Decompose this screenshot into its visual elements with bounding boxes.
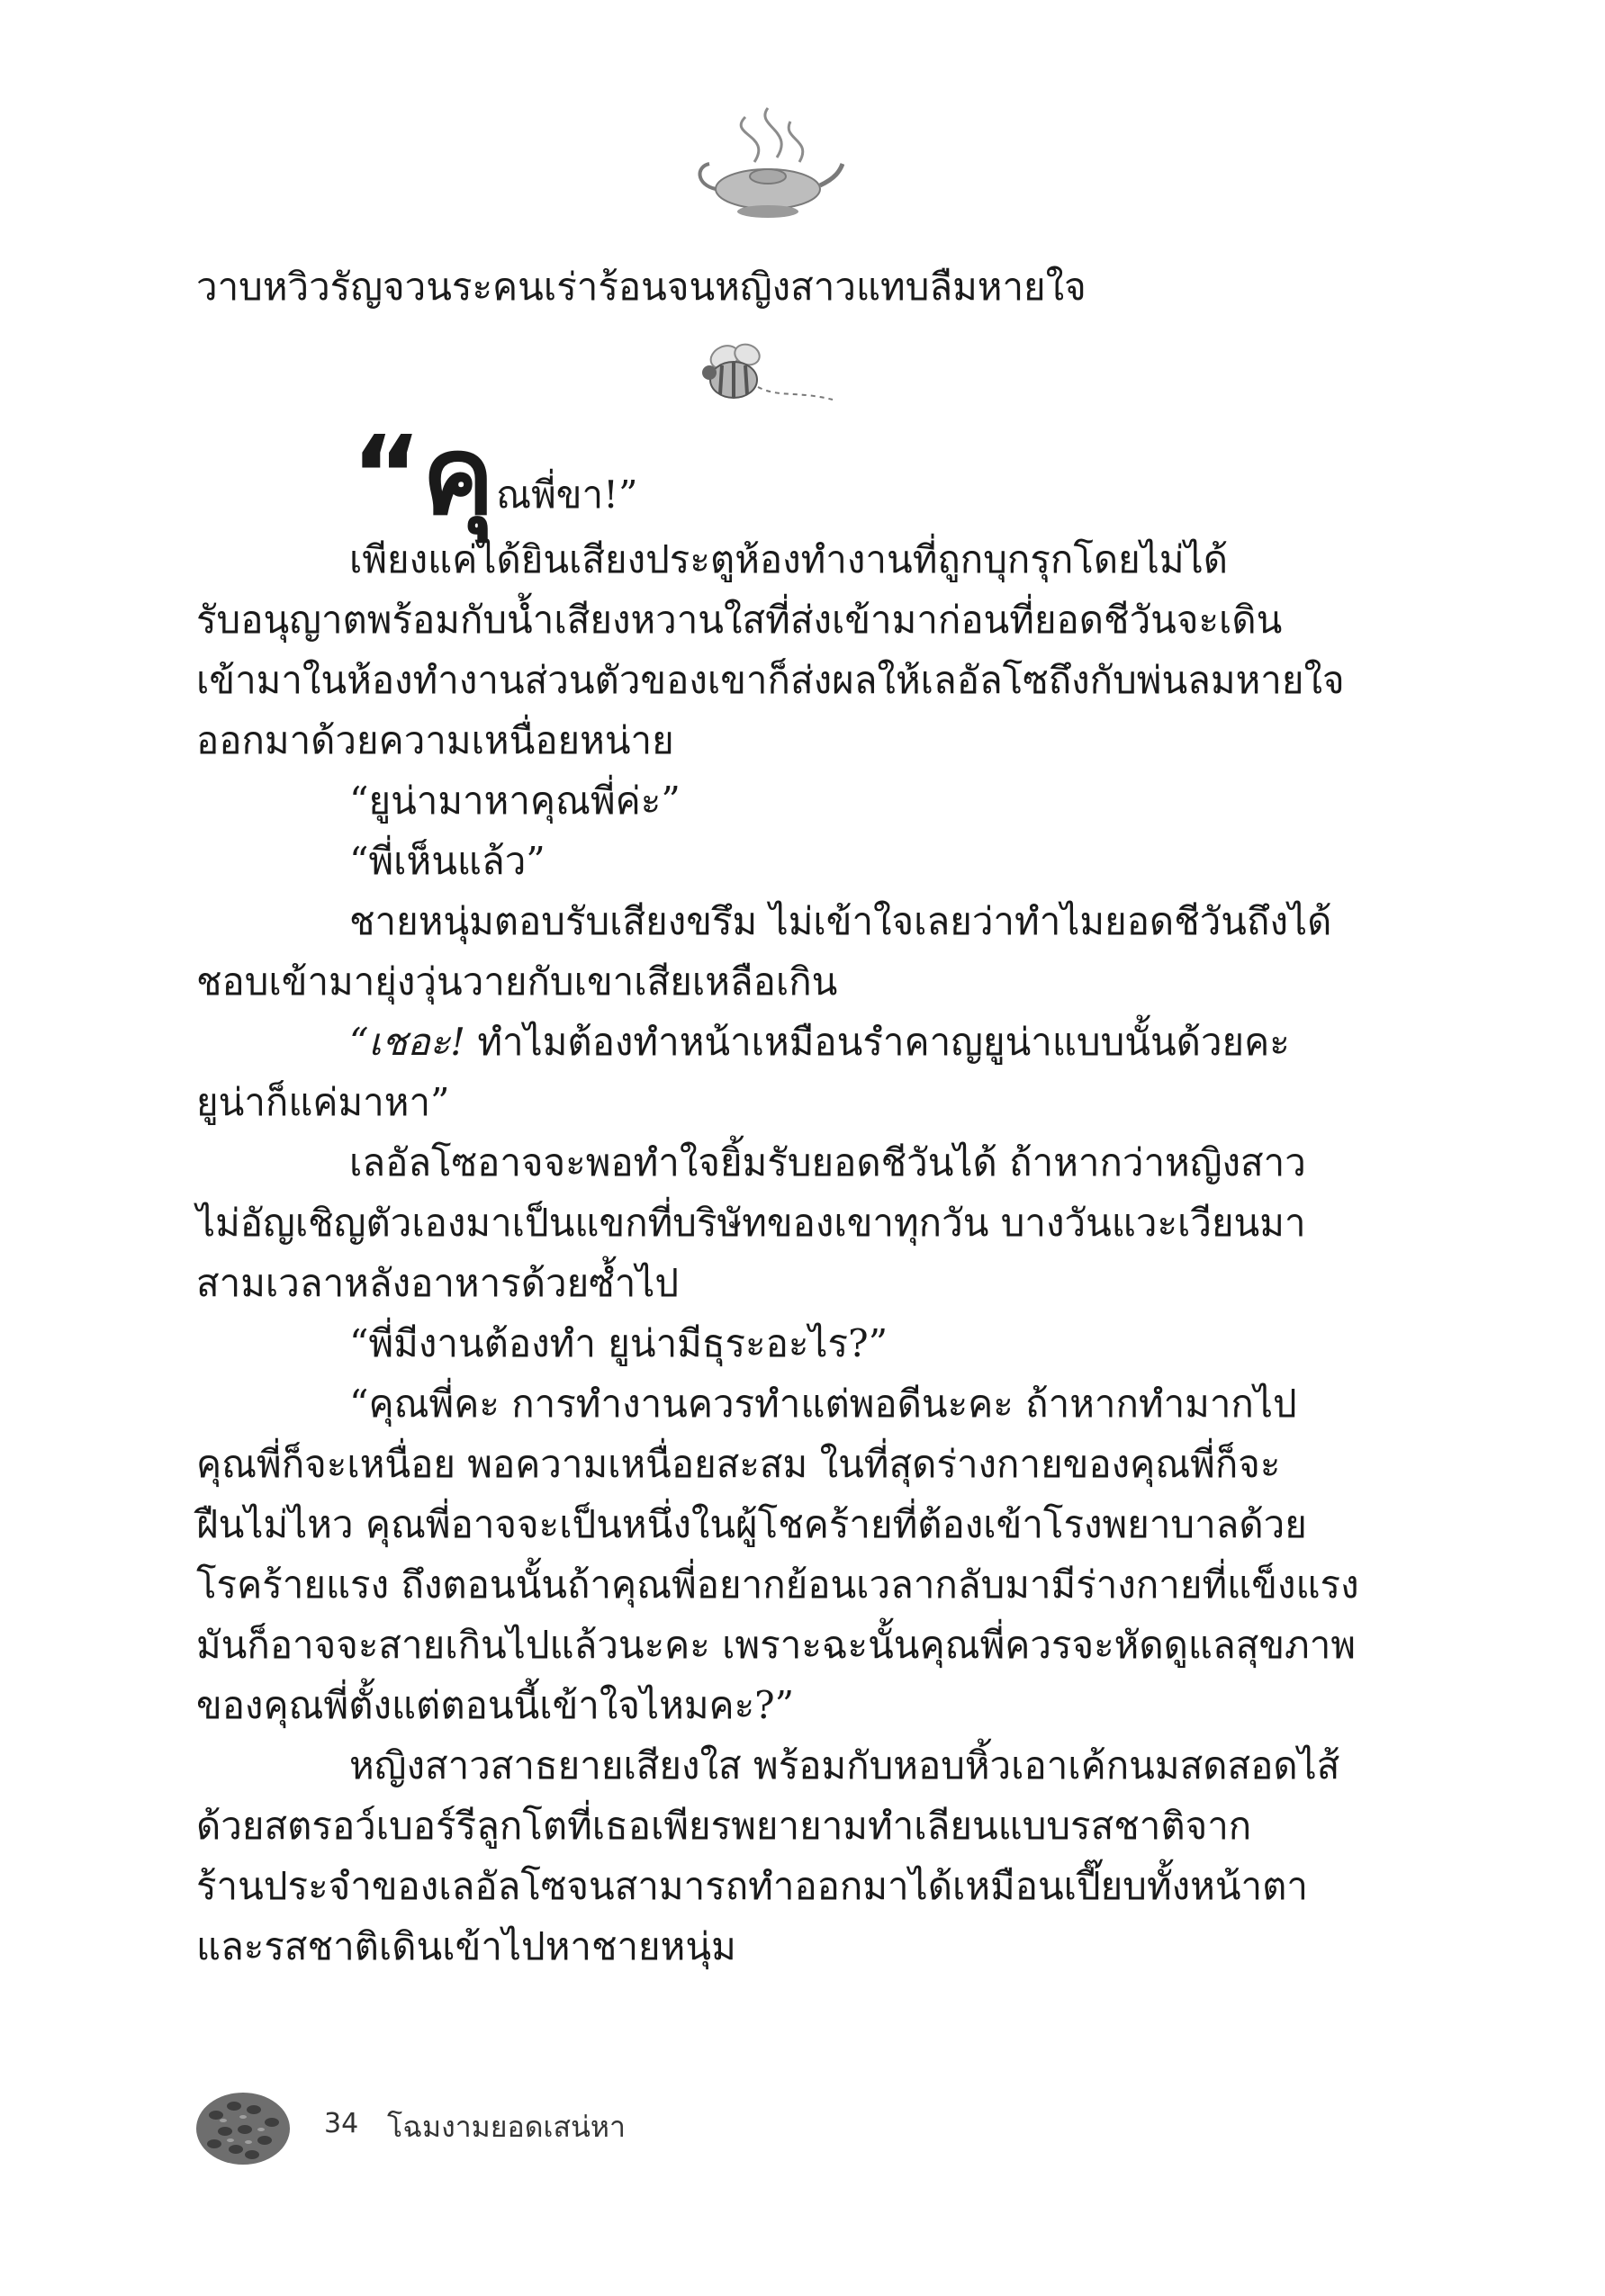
dialogue-line: “พี่มีงานต้องทำ ยูน่ามีธุระอะไร?” (349, 1321, 888, 1365)
dialogue-line: “พี่เห็นแล้ว” (349, 839, 546, 883)
text-line: ชอบเข้ามายุ่งวุ่นวายกับเขาเสียเหลือเกิน (196, 959, 838, 1004)
text-line: เข้ามาในห้องทำงานส่วนตัวของเขาก็ส่งผลให้เลอัลโซถึงกับพ่นลมหายใจ (196, 658, 1345, 702)
book-title: โฉมงามยอดเสน่หา (387, 2110, 626, 2144)
dialogue-line (196, 1012, 1429, 1072)
dialogue-line: ของคุณพี่ตั้งแต่ตอนนี้เข้าใจไหมคะ?” (196, 1683, 795, 1727)
dialogue-line: คุณพี่ก็จะเหนื่อย พอความเหนื่อยสะสม ในที่สุดร่างกายของคุณพี่ก็จะ (196, 1442, 1281, 1486)
body-text (196, 529, 1429, 1976)
text-line: ออกมาด้วยความเหนื่อยหน่าย (196, 718, 674, 762)
dropcap-heading (351, 414, 638, 539)
page-number: 34 (324, 2108, 359, 2139)
text-line: ชายหนุ่มตอบรับเสียงขรึม ไม่เข้าใจเลยว่าทำไมยอดชีวันถึงได้ (349, 899, 1332, 943)
dialogue-line: “คุณพี่คะ การทำงานควรทำแต่พอดีนะคะ ถ้าหากทำมากไป (349, 1382, 1297, 1426)
text-fragment: ทำไมต้องทำหน้าเหมือนรำคาญยูน่าแบบนั้นด้วยคะ (465, 1020, 1290, 1064)
dialogue-line: ฝืนไม่ไหว คุณพี่อาจจะเป็นหนึ่งในผู้โชคร้ายที่ต้องเข้าโรงพยาบาลด้วย (196, 1502, 1307, 1546)
page-footer (189, 2079, 909, 2187)
dialogue-line: “ยูน่ามาหาคุณพี่ค่ะ” (349, 779, 681, 823)
opening-line: วาบหวิวรัญจวนระคนเร่าร้อนจนหญิงสาวแทบลืมหายใจ (196, 265, 1087, 309)
dialogue-line: โรคร้ายแรง ถึงตอนนั้นถ้าคุณพี่อยากย้อนเวลากลับมามีร่างกายที่แข็งแรง (196, 1562, 1359, 1607)
dialogue-line: มันก็อาจจะสายเกินไปแล้วนะคะ เพราะฉะนั้นคุณพี่ควรจะหัดดูแลสุขภาพ (196, 1623, 1357, 1667)
text-line: รับอนุญาตพร้อมกับน้ำเสียงหวานใสที่ส่งเข้ามาก่อนที่ยอดชีวันจะเดิน (196, 598, 1283, 642)
text-line: ด้วยสตรอว์เบอร์รีลูกโตที่เธอเพียรพยายามทำเลียนแบบรสชาติจาก (196, 1804, 1252, 1848)
text-line: ไม่อัญเชิญตัวเองมาเป็นแขกที่บริษัทของเขาทุกวัน บางวันแวะเวียนมา (196, 1201, 1306, 1245)
italic-exclamation: “เชอะ! (349, 1020, 465, 1064)
bee-icon (684, 335, 837, 425)
dropcap-rest-text: ณพี่ขา!” (496, 473, 638, 517)
text-line: เลอัลโซอาจจะพอทำใจยิ้มรับยอดชีวันได้ ถ้าหากว่าหญิงสาว (349, 1140, 1306, 1184)
text-line: เพียงแค่ได้ยินเสียงประตูห้องทำงานที่ถูกบุกรุกโดยไม่ได้ (349, 537, 1228, 581)
coffee-beans-icon (189, 2079, 297, 2174)
text-line: และรสชาติเดินเข้าไปหาชายหนุ่ม (196, 1924, 736, 1968)
teapot-ornament-icon (691, 99, 844, 234)
text-line: สามเวลาหลังอาหารด้วยซ้ำไป (196, 1261, 680, 1305)
text-line: ร้านประจำของเลอัลโซจนสามารถทำออกมาได้เหมือนเปี๊ยบทั้งหน้าตา (196, 1864, 1308, 1908)
dropcap-letter: “คุ (351, 414, 495, 539)
text-line: หญิงสาวสาธยายเสียงใส พร้อมกับหอบหิ้วเอาเค้กนมสดสอดไส้ (349, 1743, 1340, 1787)
dialogue-line: ยูน่าก็แค่มาหา” (196, 1080, 450, 1124)
